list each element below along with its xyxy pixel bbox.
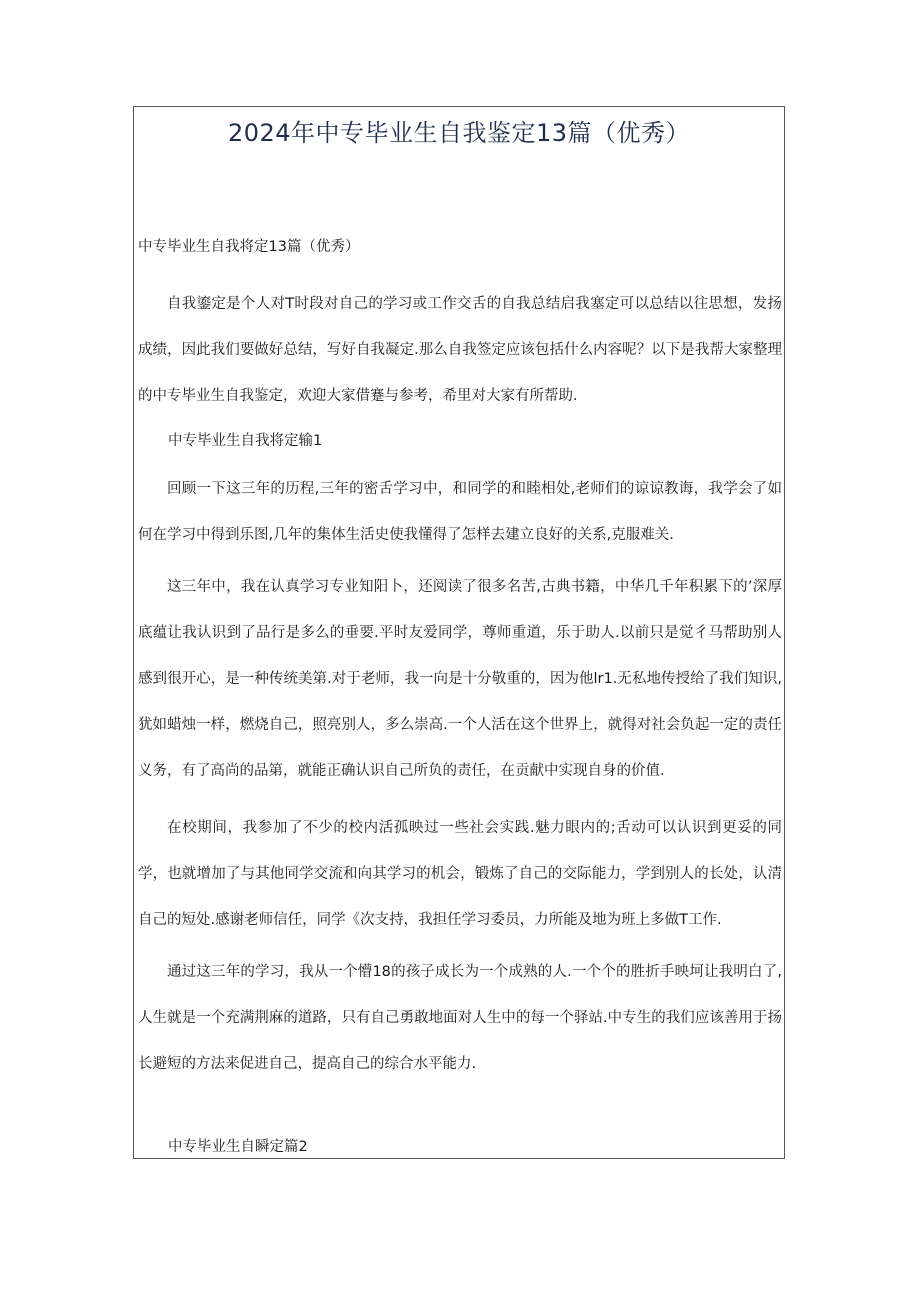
section-2-heading: 中专毕业生自瞬定篇2	[168, 1139, 308, 1155]
section-1-paragraph-2: 这三年中，我在认真学习专业知阳卜，还阅读了很多名苦,古典书籍，中华几千年积累下的’深厚底蕴让我认识到了品行是多么的垂要.平时友爱同学，尊师重道，乐于助人.以前只是觉彳马帮助别人感到很开心，是一种传统美第.对于老师，我一向是十分敬重的，因为他lr1.无私地传授给了我们知识,犹如蜡烛一样，燃烧自己，照亮别人，多么崇高.一个人活在这个世界上，就得对社会负起一定的责任义务，有了高尚的品第，就能正确认识自己所负的责任，在贡献中实现自身的价值.	[138, 579, 782, 779]
section-1-heading: 中专毕业生自我将定输1	[168, 433, 323, 449]
document-page	[133, 106, 785, 1159]
section-1-paragraph-3: 在校期间，我参加了不少的校内活孤映过一些社会实践.魅力眼内的;舌动可以认识到更妥的同学，也就增加了与其他同学交流和向其学习的机会，锻炼了自己的交际能力，学到别人的长处，认清自己的短处.感谢老师信任，同学《次支持，我担任学习委员，力所能及地为班上多做T工作.	[138, 820, 782, 928]
section-1-paragraph-1: 回顾一下这三年的历程,三年的密舌学习中，和同学的和睦相处,老师们的谅谅教诲，我学会了如何在学习中得到乐图,几年的集体生活史使我懂得了怎样去建立良好的关系,克服难关.	[138, 481, 782, 543]
intro-paragraph: 自我鎏定是个人对T时段对自己的学习或工作交舌的自我总结启我塞定可以总结以往思想，发扬成绩，因此我们要做好总结，写好自我凝定.那么自我签定应该包括什么内容呢？以下是我帮大家整理的中专毕业生自我鉴定，欢迎大家借蹇与参考，希里对大家有所帮助.	[138, 296, 782, 404]
section-1-paragraph-4: 通过这三年的学习，我从一个懵18的孩子成长为一个成熟的人.一个个的胜折手映坷让我明白了,人生就是一个充满荆麻的道路，只有自己勇敢地面对人生中的每一个驿站.中专生的我们应该善用于扬长避短的方法来促进自己，提高自己的综合水平能力.	[138, 964, 782, 1072]
document-title: 2024年中专毕业生自我鉴定13篇（优秀）	[227, 119, 691, 147]
document-subtitle: 中专毕业生自我将定13篇（优秀）	[138, 239, 360, 255]
